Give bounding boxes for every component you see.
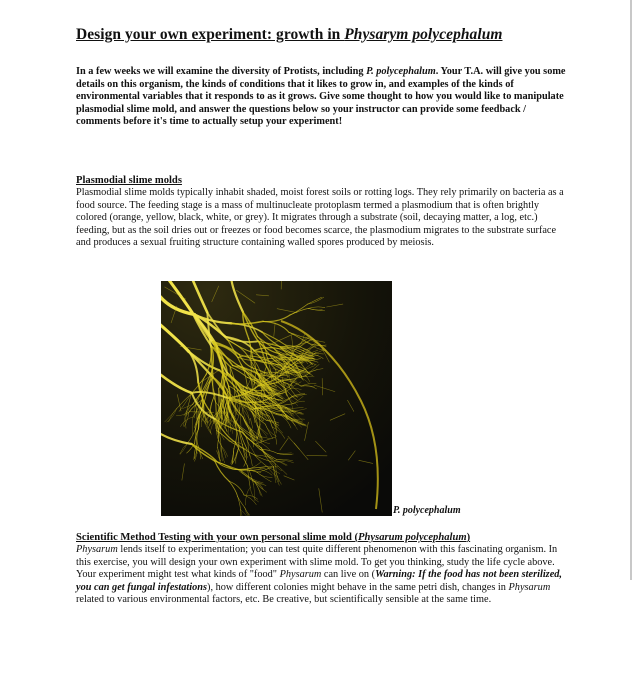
para-text: lends itself to experimentation; you can test quite different phenomenon with this fascinating organism. In this exercise, you will design your own experiment with slime mold. To get you thinking, study the life cycle above. Your experiment might test what kinds of "food" [76, 544, 558, 581]
intro-text-2: . Your T.A. will give you some details on this organism, the kinds of conditions that it likes to grow in, and examples of the kinds of environmental variables that it responds to as it grows. Give some thought to how you would like to manipulate plasmodial slime mold, and answer the questions below so your instructor can provide some feedback / comments before it's time to actually setup your experiment! [76, 66, 566, 127]
title-species: Physarym polycephalum [344, 26, 503, 43]
intro-paragraph [76, 66, 566, 129]
species-name: Physarum [279, 569, 322, 581]
warning-text: Warning: If the food has not been sterilized, you can get fungal infestations [76, 569, 562, 593]
intro-text-1: In a few weeks we will examine the diversity of Protists, including [76, 66, 367, 77]
para-text: can live on ( [321, 569, 376, 581]
heading-suffix: ) [466, 532, 471, 543]
physarum-network-image [161, 281, 392, 516]
species-name: Physarum [76, 544, 118, 555]
page-edge-rule [630, 0, 632, 580]
title-text: Design your own experiment: growth in [76, 26, 345, 43]
scientific-method-paragraph [76, 544, 566, 607]
section-heading-scientific-method [76, 532, 470, 543]
figure-caption: P. polycephalum [393, 505, 461, 516]
page-title [76, 26, 546, 44]
intro-species: P. polycephalum [366, 66, 436, 77]
section-heading-slime-molds: Plasmodial slime molds [76, 175, 182, 186]
slime-molds-paragraph: Plasmodial slime molds typically inhabit shaded, moist forest soils or rotting logs. They rely primarily on bacteria as a food source. The feeding stage is a mass of multinucleate protoplasm termed a plasmodium that is often brightly colored (orange, yellow, black, white, or grey). It migrates through a substrate (soil, decaying matter, a log, etc.) feeding, but as the soil dries out or freezes or food becomes scarce, the plasmodium migrates to the substrate surface and produces a sexual fruiting structure containing walled spores produced by meiosis. [76, 187, 564, 249]
heading-species: Physarum polycephalum [358, 532, 467, 543]
heading-text: Scientific Method Testing with your own personal slime mold ( [76, 532, 359, 543]
species-name: Physarum [508, 581, 551, 593]
physarum-photo [161, 281, 392, 516]
para-text: related to various environmental factors, etc. Be creative, but scientifically sensible at the same time. [76, 594, 492, 606]
para-text: ), how different colonies might behave in the same petri dish, changes in [207, 581, 509, 593]
